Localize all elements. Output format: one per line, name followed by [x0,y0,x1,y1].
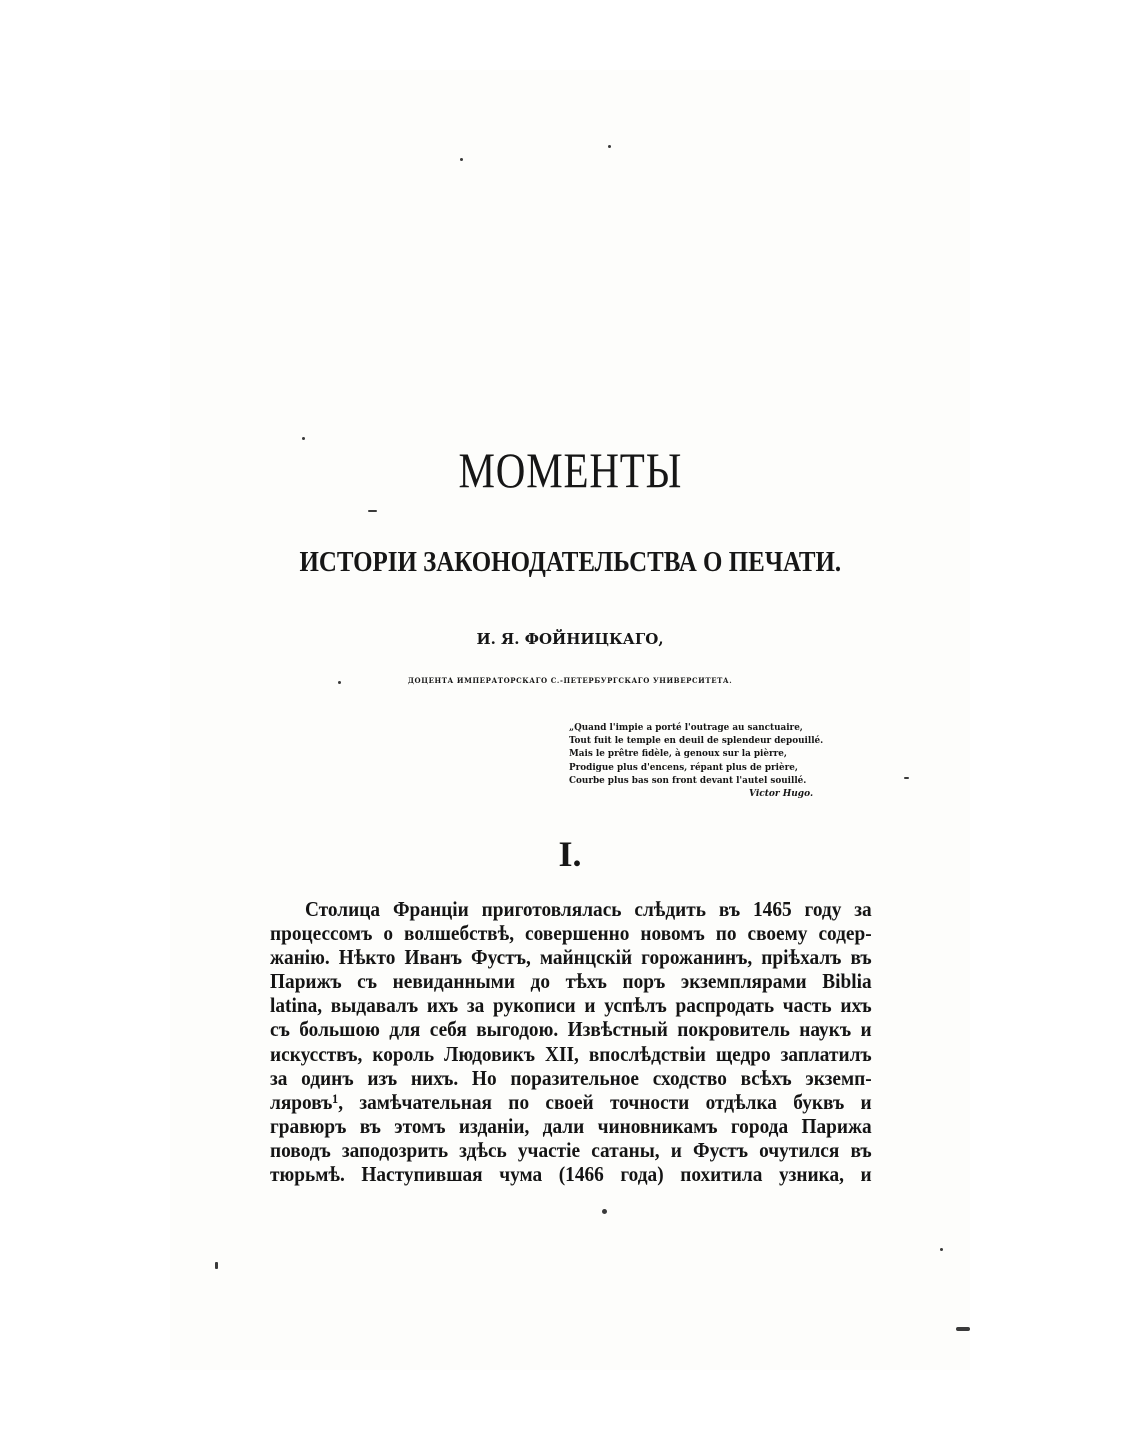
scan-speck [904,777,909,779]
scan-speck [940,1248,943,1251]
epigraph-line: Courbe plus bas son front devant l'autel souillé. [569,775,807,786]
body-line: жанію. Нѣкто Иванъ Фустъ, майнцскій горожанинъ, пріѣхалъ въ [270,945,872,970]
body-line: поводъ заподозрить здѣсь участіе сатаны, и Фустъ очутился въ [270,1137,872,1162]
scan-speck [215,1262,218,1269]
body-line: latina, выдавалъ ихъ за рукописи и успѣлъ распродать часть ихъ [270,993,872,1018]
body-text [270,897,872,1186]
body-line: тюрьмѣ. Наступившая чума (1466 года) похитила узника, и [270,1162,872,1187]
scan-speck [302,437,305,440]
epigraph-attribution: Victor Hugo. [749,789,814,800]
epigraph [569,722,889,801]
section-numeral: I. [558,834,582,874]
scan-speck [956,1327,970,1331]
body-line: искусствъ, король Людовикъ XII, впослѣдствіи щедро заплатилъ [270,1041,872,1066]
epigraph-line: Prodigue plus d'encens, répant plus de prière, [569,762,798,773]
body-line: гравюръ въ этомъ изданіи, дали чиновникамъ города Парижа [270,1113,872,1138]
body-line: за одинъ изъ нихъ. Но поразительное сходство всѣхъ экземп- [270,1065,872,1090]
body-line: Столица Франціи приготовлялась слѣдить въ 1465 году за [304,897,872,921]
scan-speck [608,145,611,148]
author-name: И. Я. ФОЙНИЦКАГО, [476,630,664,648]
page-title: МОМЕНТЫ [458,442,683,498]
epigraph-line: Mais le prêtre fidèle, à genoux sur la pièrre, [569,749,787,760]
scan-speck [602,1209,607,1214]
body-line: ляровъ¹, замѣчательная по своей точности отдѣлка буквъ и [270,1089,872,1114]
author-affiliation: ДОЦЕНТА ИМПЕРАТОРСКАГО С.-ПЕТЕРБУРГСКАГО УНИВЕРСИТЕТА. [407,676,733,685]
body-line: Парижъ съ невиданными до тѣхъ поръ экземплярами Biblia [270,969,872,994]
scan-speck [460,158,463,161]
body-line: съ большою для себя выгодою. Извѣстный покровитель наукъ и [270,1017,872,1042]
scan-speck [338,681,341,684]
body-line: процессомъ о волшебствѣ, совершенно новомъ по своему содер- [270,921,872,946]
epigraph-line: „Quand l'impie a porté l'outrage au sanctuaire, [569,723,803,733]
epigraph-line: Tout fuit le temple en deuil de splendeur depouillé. [569,736,824,747]
page-subtitle: ИСТОРІИ ЗАКОНОДАТЕЛЬСТВА О ПЕЧАТИ. [299,546,842,578]
scan-speck [368,510,377,512]
